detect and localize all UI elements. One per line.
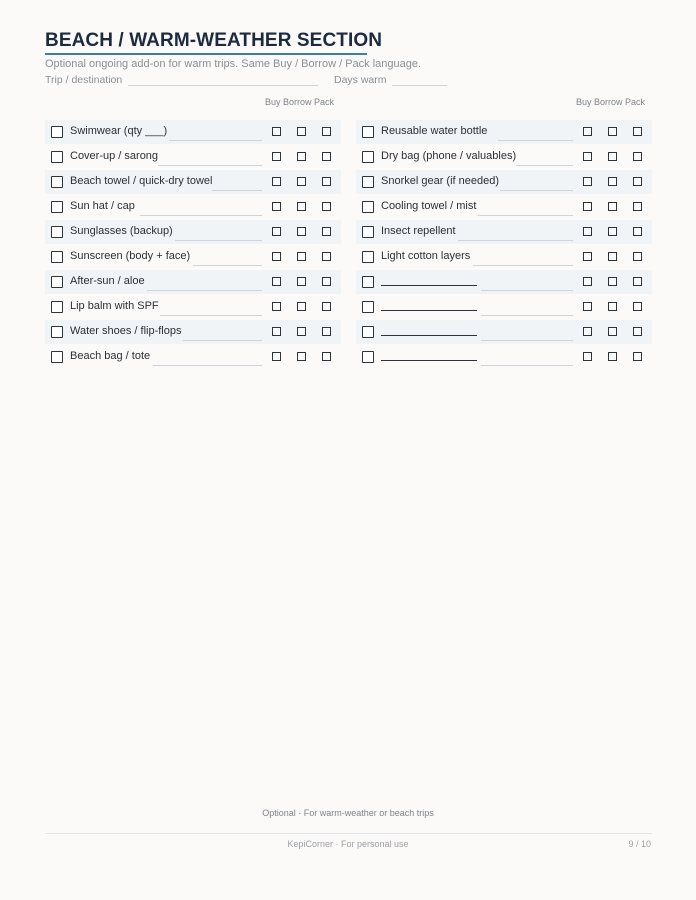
- pack-checkbox[interactable]: [322, 352, 331, 361]
- item-note-line[interactable]: [481, 340, 573, 341]
- checklist-row: [356, 170, 652, 194]
- item-note-line[interactable]: [153, 365, 262, 366]
- item-checkbox[interactable]: [362, 251, 374, 263]
- buy-checkbox[interactable]: [583, 227, 592, 236]
- borrow-checkbox[interactable]: [608, 277, 617, 286]
- borrow-checkbox[interactable]: [608, 152, 617, 161]
- buy-checkbox[interactable]: [272, 152, 281, 161]
- borrow-checkbox[interactable]: [608, 352, 617, 361]
- buy-checkbox[interactable]: [272, 302, 281, 311]
- borrow-checkbox[interactable]: [297, 327, 306, 336]
- buy-checkbox[interactable]: [583, 202, 592, 211]
- checklist-row: [356, 345, 652, 369]
- checklist-row: [356, 320, 652, 344]
- borrow-checkbox[interactable]: [297, 252, 306, 261]
- buy-checkbox[interactable]: [272, 327, 281, 336]
- checklist-row: [356, 220, 652, 244]
- checklist-row: [45, 245, 341, 269]
- item-checkbox[interactable]: [362, 276, 374, 288]
- item-checkbox[interactable]: [362, 351, 374, 363]
- page-subtitle: Optional ongoing add-on for warm trips. Same Buy / Borrow / Pack language.: [45, 58, 422, 70]
- trip-destination-label: Trip / destination: [45, 74, 123, 86]
- checklist-row: [45, 295, 341, 319]
- buy-checkbox[interactable]: [272, 202, 281, 211]
- borrow-checkbox[interactable]: [297, 227, 306, 236]
- checklist-row: [45, 320, 341, 344]
- borrow-checkbox[interactable]: [297, 352, 306, 361]
- blank-item-line[interactable]: [381, 274, 477, 286]
- column-header: Buy Borrow Pack: [265, 97, 335, 107]
- item-checkbox[interactable]: [51, 151, 63, 163]
- pack-checkbox[interactable]: [633, 177, 642, 186]
- item-note-line[interactable]: [458, 240, 573, 241]
- item-note-line[interactable]: [481, 315, 573, 316]
- borrow-checkbox[interactable]: [608, 202, 617, 211]
- checklist-row: [45, 220, 341, 244]
- pack-checkbox[interactable]: [322, 327, 331, 336]
- footer-note: Optional · For warm-weather or beach trips: [262, 808, 434, 818]
- item-checkbox[interactable]: [362, 301, 374, 313]
- item-label: Swimwear (qty ___): [70, 125, 168, 137]
- trip-destination-line[interactable]: [128, 85, 318, 86]
- item-checkbox[interactable]: [51, 201, 63, 213]
- borrow-checkbox[interactable]: [297, 152, 306, 161]
- borrow-checkbox[interactable]: [297, 302, 306, 311]
- checklist-row: [356, 295, 652, 319]
- item-checkbox[interactable]: [51, 176, 63, 188]
- footer-brand: KepiCorner · For personal use: [287, 839, 409, 849]
- days-warm-label: Days warm: [334, 74, 387, 86]
- item-note-line[interactable]: [498, 140, 573, 141]
- pack-checkbox[interactable]: [633, 352, 642, 361]
- buy-checkbox[interactable]: [583, 177, 592, 186]
- item-note-line[interactable]: [158, 165, 262, 166]
- pack-checkbox[interactable]: [633, 327, 642, 336]
- pack-checkbox[interactable]: [633, 252, 642, 261]
- pack-checkbox[interactable]: [322, 227, 331, 236]
- item-note-line[interactable]: [481, 365, 573, 366]
- days-warm-line[interactable]: [392, 85, 447, 86]
- item-label: Cover-up / sarong: [70, 150, 159, 162]
- checklist-row: [356, 145, 652, 169]
- checklist-row: [356, 270, 652, 294]
- pack-checkbox[interactable]: [633, 277, 642, 286]
- pack-checkbox[interactable]: [633, 227, 642, 236]
- checklist-row: [356, 245, 652, 269]
- item-label: Beach towel / quick-dry towel: [70, 175, 213, 187]
- buy-checkbox[interactable]: [272, 352, 281, 361]
- item-note-line[interactable]: [478, 215, 573, 216]
- item-checkbox[interactable]: [362, 201, 374, 213]
- item-label: Light cotton layers: [381, 250, 471, 262]
- item-checkbox[interactable]: [51, 226, 63, 238]
- buy-checkbox[interactable]: [272, 127, 281, 136]
- checklist-row: [45, 345, 341, 369]
- buy-checkbox[interactable]: [583, 127, 592, 136]
- buy-checkbox[interactable]: [583, 152, 592, 161]
- buy-checkbox[interactable]: [272, 227, 281, 236]
- pack-checkbox[interactable]: [633, 152, 642, 161]
- item-note-line[interactable]: [500, 190, 573, 191]
- item-label: Water shoes / flip-flops: [70, 325, 182, 337]
- item-checkbox[interactable]: [51, 126, 63, 138]
- item-label: After-sun / aloe: [70, 275, 145, 287]
- item-checkbox[interactable]: [51, 276, 63, 288]
- footer-divider: [45, 833, 652, 834]
- item-note-line[interactable]: [183, 340, 262, 341]
- borrow-checkbox[interactable]: [608, 302, 617, 311]
- item-checkbox[interactable]: [51, 326, 63, 338]
- borrow-checkbox[interactable]: [608, 227, 617, 236]
- item-label: Reusable water bottle: [381, 125, 488, 137]
- item-note-line[interactable]: [160, 315, 262, 316]
- pack-checkbox[interactable]: [322, 302, 331, 311]
- borrow-checkbox[interactable]: [608, 177, 617, 186]
- pack-checkbox[interactable]: [633, 202, 642, 211]
- page-title: BEACH / WARM-WEATHER SECTION: [45, 30, 383, 51]
- borrow-checkbox[interactable]: [297, 127, 306, 136]
- item-note-line[interactable]: [473, 265, 573, 266]
- item-note-line[interactable]: [516, 165, 573, 166]
- item-label: Insect repellent: [381, 225, 456, 237]
- item-checkbox[interactable]: [51, 351, 63, 363]
- item-label: Snorkel gear (if needed): [381, 175, 500, 187]
- item-note-line[interactable]: [175, 240, 262, 241]
- item-note-line[interactable]: [481, 290, 573, 291]
- item-checkbox[interactable]: [51, 251, 63, 263]
- pack-checkbox[interactable]: [322, 277, 331, 286]
- checklist-row: [45, 195, 341, 219]
- checklist-row: [45, 120, 341, 144]
- buy-checkbox[interactable]: [583, 327, 592, 336]
- item-note-line[interactable]: [169, 140, 262, 141]
- checklist-row: [356, 195, 652, 219]
- item-label: Beach bag / tote: [70, 350, 151, 362]
- item-checkbox[interactable]: [51, 301, 63, 313]
- pack-checkbox[interactable]: [322, 252, 331, 261]
- item-checkbox[interactable]: [362, 326, 374, 338]
- borrow-checkbox[interactable]: [608, 252, 617, 261]
- borrow-checkbox[interactable]: [297, 202, 306, 211]
- checklist-row: [356, 120, 652, 144]
- pack-checkbox[interactable]: [633, 127, 642, 136]
- item-label: Cooling towel / mist: [381, 200, 477, 212]
- item-label: Lip balm with SPF: [70, 300, 159, 312]
- blank-item-line[interactable]: [381, 324, 477, 336]
- checklist-row: [45, 170, 341, 194]
- pack-checkbox[interactable]: [322, 127, 331, 136]
- column-header: Buy Borrow Pack: [576, 97, 646, 107]
- borrow-checkbox[interactable]: [297, 177, 306, 186]
- borrow-checkbox[interactable]: [297, 277, 306, 286]
- blank-item-line[interactable]: [381, 299, 477, 311]
- item-checkbox[interactable]: [362, 151, 374, 163]
- buy-checkbox[interactable]: [583, 252, 592, 261]
- item-checkbox[interactable]: [362, 176, 374, 188]
- item-label: Sunscreen (body + face): [70, 250, 191, 262]
- borrow-checkbox[interactable]: [608, 327, 617, 336]
- item-note-line[interactable]: [193, 265, 262, 266]
- blank-item-line[interactable]: [381, 349, 477, 361]
- item-label: Sunglasses (backup): [70, 225, 173, 237]
- item-checkbox[interactable]: [362, 126, 374, 138]
- item-checkbox[interactable]: [362, 226, 374, 238]
- buy-checkbox[interactable]: [583, 352, 592, 361]
- item-note-line[interactable]: [147, 290, 262, 291]
- page-number: 9 / 10: [628, 839, 651, 849]
- title-underline: [45, 53, 367, 55]
- item-note-line[interactable]: [140, 215, 262, 216]
- checklist-row: [45, 270, 341, 294]
- item-label: Dry bag (phone / valuables): [381, 150, 517, 162]
- item-note-line[interactable]: [212, 190, 262, 191]
- pack-checkbox[interactable]: [322, 202, 331, 211]
- borrow-checkbox[interactable]: [608, 127, 617, 136]
- buy-checkbox[interactable]: [583, 302, 592, 311]
- item-label: Sun hat / cap: [70, 200, 135, 212]
- checklist-row: [45, 145, 341, 169]
- buy-checkbox[interactable]: [272, 252, 281, 261]
- pack-checkbox[interactable]: [633, 302, 642, 311]
- buy-checkbox[interactable]: [583, 277, 592, 286]
- buy-checkbox[interactable]: [272, 277, 281, 286]
- pack-checkbox[interactable]: [322, 177, 331, 186]
- pack-checkbox[interactable]: [322, 152, 331, 161]
- buy-checkbox[interactable]: [272, 177, 281, 186]
